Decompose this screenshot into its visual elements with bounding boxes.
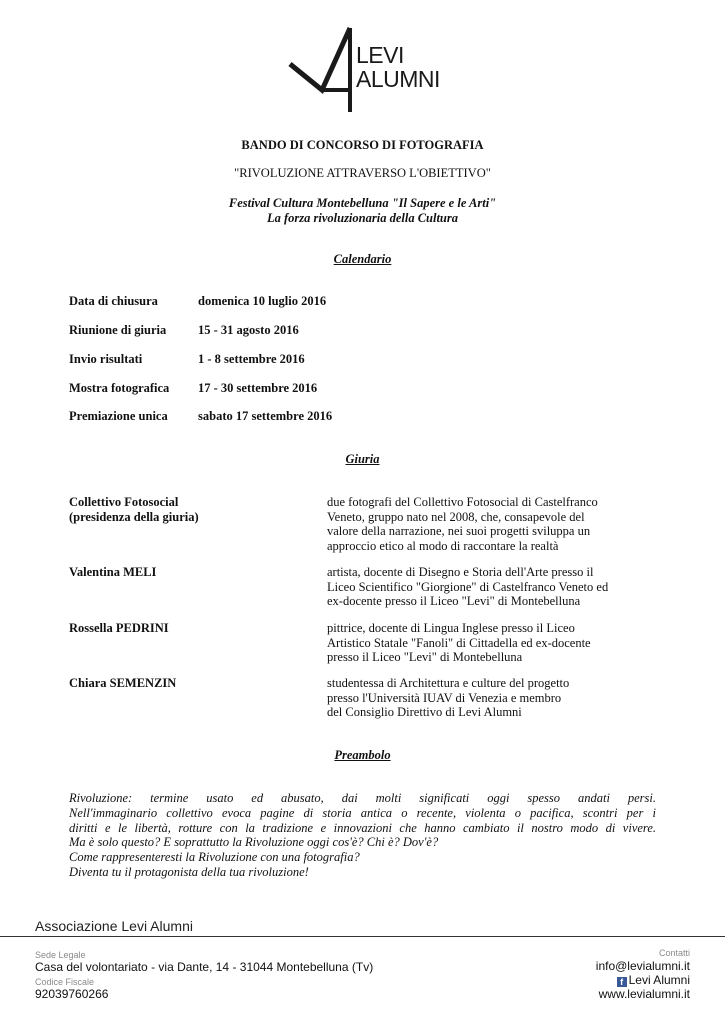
calendar-row [69,352,305,367]
calendar-label: Riunione di giuria [69,323,167,337]
sede-label: Sede Legale [35,950,86,960]
levi-alumni-logo [288,24,440,114]
jury-desc-line: Artistico Statale "Fanoli" di Cittadella ed ex-docente [327,635,591,650]
preambolo-line: Nell'immaginario collettivo evoca pagine di storia antica o recente, violenta o pacifica, scontri per i [69,805,656,820]
calendar-value: domenica 10 luglio 2016 [198,294,327,308]
jury-desc-line: approccio etico al modo di raccontare la realtà [327,539,559,554]
codice-fiscale-label: Codice Fiscale [35,977,95,987]
preambolo-text [69,791,656,880]
facebook-link[interactable] [617,973,690,987]
jury-desc-line: valore della narrazione, nei suoi progetti sviluppa un [327,524,591,539]
festival-tagline: La forza rivoluzionaria della Cultura [266,211,458,225]
jury-member-description [327,621,657,665]
jury-desc-line: due fotografi del Collettivo Fotosocial di Castelfranco [327,495,598,509]
jury-desc-line: pittrice, docente di Lingua Inglese presso il Liceo [327,621,575,635]
jury-desc-line: studentessa di Architettura e culture del progetto [327,676,570,690]
jury-desc-line: presso l'Università IUAV di Venezia e membro [327,690,562,705]
footer-divider [0,936,725,937]
jury-member-description [327,565,657,609]
preambolo-heading: Preambolo [334,748,391,762]
calendar-value: sabato 17 settembre 2016 [198,409,333,423]
sede-value: Casa del volontariato - via Dante, 14 - 31044 Montebelluna (Tv) [35,960,374,974]
jury-desc-line: del Consiglio Direttivo di Levi Alumni [327,705,522,720]
contact-email-link[interactable]: info@levialumni.it [595,959,690,973]
preambolo-line: Rivoluzione: termine usato ed abusato, dai molti significati oggi spesso andati persi. [69,791,656,805]
facebook-label: Levi Alumni [628,973,690,987]
logo-text-levi: LEVI [356,42,404,68]
jury-name-line: Collettivo Fotosocial [69,495,179,509]
document-title: BANDO DI CONCORSO DI FOTOGRAFIA [241,138,484,152]
calendar-value: 15 - 31 agosto 2016 [198,323,299,337]
calendar-row [69,381,317,396]
jury-member-name [69,676,176,691]
jury-desc-line: presso il Liceo "Levi" di Montebelluna [327,650,523,665]
jury-desc-line: artista, docente di Disegno e Storia dell'Arte presso il [327,565,594,579]
calendar-label: Data di chiusura [69,294,158,308]
festival-name: Festival Cultura Montebelluna "Il Sapere e le Arti" [228,196,497,210]
codice-fiscale-value: 92039760266 [35,987,109,1001]
jury-desc-line: Veneto, gruppo nato nel 2008, che, consapevole del [327,509,585,524]
jury-name-line: Rossella PEDRINI [69,621,169,635]
jury-member-description [327,676,657,720]
preambolo-line: Diventa tu il protagonista della tua rivoluzione! [69,864,309,879]
calendar-value: 17 - 30 settembre 2016 [198,381,318,395]
preambolo-line: Come rappresenteresti la Rivoluzione con una fotografia? [69,850,360,865]
logo-text-alumni: ALUMNI [356,66,440,92]
calendar-value: 1 - 8 settembre 2016 [198,352,305,366]
contest-theme: "RIVOLUZIONE ATTRAVERSO L'OBIETTIVO" [234,166,491,180]
calendario-heading: Calendario [333,252,392,266]
calendar-row [69,323,299,338]
website-link[interactable]: www.levialumni.it [598,987,690,1001]
calendar-label: Premiazione unica [69,409,168,423]
jury-desc-line: ex-docente presso il Liceo "Levi" di Montebelluna [327,594,581,609]
footer-association-name: Associazione Levi Alumni [35,918,193,934]
giuria-heading: Giuria [345,452,380,466]
jury-name-line: Valentina MELI [69,565,157,579]
jury-desc-line: Liceo Scientifico "Giorgione" di Castelfranco Veneto ed [327,579,609,594]
jury-member-name [69,621,169,636]
jury-name-line: (presidenza della giuria) [69,510,199,524]
calendar-row [69,294,326,309]
jury-member-name [69,565,156,580]
jury-member-description [327,495,657,554]
preambolo-line: Ma è solo questo? E soprattutto la Rivoluzione oggi cos'è? Chi è? Dov'è? [69,835,439,850]
calendar-label: Mostra fotografica [69,381,170,395]
jury-member-name [69,495,199,525]
calendar-row [69,409,332,424]
calendar-label: Invio risultati [69,352,143,366]
jury-name-line: Chiara SEMENZIN [69,676,177,690]
preambolo-line: diritti e le libertà, rotture con la tradizione e innovazioni che hanno cambiato il nostro modo di vivere. [69,820,656,835]
contatti-label: Contatti [658,948,690,958]
facebook-icon: f [617,977,627,987]
